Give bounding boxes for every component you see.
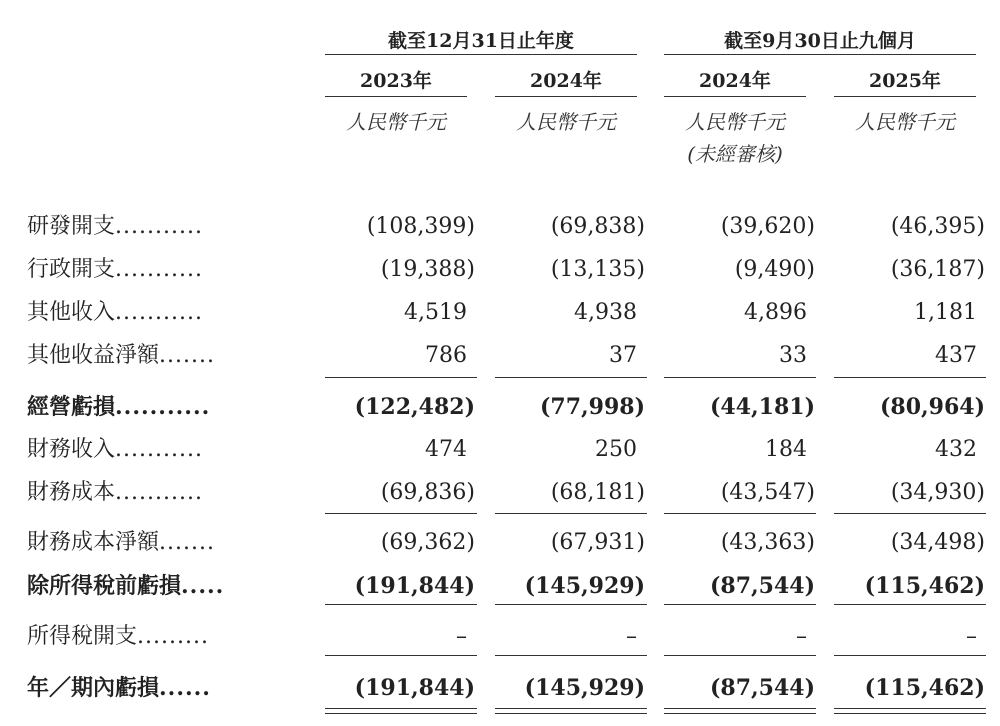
cell-other-gains-2023: 786 bbox=[425, 343, 467, 368]
cell-finance-cost-2024: (68,181) bbox=[550, 480, 645, 505]
cell-loss-for-period-2023: (191,844) bbox=[354, 675, 475, 701]
cell-finance-income-9m2024: 184 bbox=[765, 437, 807, 462]
unit-label-2: 人民幣千元 bbox=[516, 110, 616, 134]
row-label-loss-before-tax: 除所得稅前虧損..... bbox=[27, 573, 225, 599]
row-label-other-gains: 其他收益淨額....... bbox=[27, 343, 215, 368]
cell-other-income-2024: 4,938 bbox=[574, 300, 637, 325]
cell-loss-for-period-9m2024: (87,544) bbox=[709, 675, 815, 701]
cell-income-tax-2023: – bbox=[456, 624, 467, 649]
cell-rnd-2023: (108,399) bbox=[366, 214, 475, 239]
row-label-finance-income: 財務收入........... bbox=[27, 437, 203, 462]
cell-admin-2023: (19,388) bbox=[380, 257, 475, 282]
row-label-finance-cost: 財務成本........... bbox=[27, 480, 203, 505]
cell-loss-before-tax-9m2024: (87,544) bbox=[709, 573, 815, 599]
cell-admin-2024: (13,135) bbox=[550, 257, 645, 282]
cell-admin-9m2025: (36,187) bbox=[890, 257, 985, 282]
header-year-4: 2025年 bbox=[869, 70, 941, 92]
cell-net-finance-cost-2024: (67,931) bbox=[550, 530, 645, 555]
row-label-income-tax: 所得稅開支......... bbox=[27, 624, 209, 649]
cell-net-finance-cost-2023: (69,362) bbox=[380, 530, 475, 555]
header-year-3: 2024年 bbox=[699, 70, 771, 92]
row-label-admin: 行政開支........... bbox=[27, 257, 203, 282]
cell-other-gains-9m2024: 33 bbox=[779, 343, 807, 368]
cell-other-income-9m2024: 4,896 bbox=[744, 300, 807, 325]
row-label-rnd: 研發開支........... bbox=[27, 214, 203, 239]
cell-loss-for-period-9m2025: (115,462) bbox=[864, 675, 985, 701]
cell-income-tax-9m2025: – bbox=[966, 624, 977, 649]
cell-operating-loss-9m2024: (44,181) bbox=[709, 394, 815, 420]
header-nine-months: 截至9月30日止九個月 bbox=[724, 30, 916, 52]
cell-loss-before-tax-9m2025: (115,462) bbox=[864, 573, 985, 599]
row-label-loss-for-period: 年／期內虧損...... bbox=[27, 675, 211, 701]
cell-admin-9m2024: (9,490) bbox=[734, 257, 815, 282]
cell-finance-cost-9m2025: (34,930) bbox=[890, 480, 985, 505]
cell-other-gains-9m2025: 437 bbox=[935, 343, 977, 368]
unit-label-3: 人民幣千元 bbox=[685, 110, 785, 134]
cell-loss-before-tax-2024: (145,929) bbox=[524, 573, 645, 599]
header-year-2: 2024年 bbox=[530, 70, 602, 92]
unit-label-1: 人民幣千元 bbox=[346, 110, 446, 134]
cell-net-finance-cost-9m2025: (34,498) bbox=[890, 530, 985, 555]
cell-other-income-9m2025: 1,181 bbox=[914, 300, 977, 325]
cell-other-gains-2024: 37 bbox=[609, 343, 637, 368]
cell-loss-for-period-2024: (145,929) bbox=[524, 675, 645, 701]
cell-rnd-2024: (69,838) bbox=[550, 214, 645, 239]
cell-operating-loss-2024: (77,998) bbox=[539, 394, 645, 420]
cell-net-finance-cost-9m2024: (43,363) bbox=[720, 530, 815, 555]
cell-operating-loss-9m2025: (80,964) bbox=[879, 394, 985, 420]
cell-other-income-2023: 4,519 bbox=[404, 300, 467, 325]
cell-loss-before-tax-2023: (191,844) bbox=[354, 573, 475, 599]
unit-label-4: 人民幣千元 bbox=[855, 110, 955, 134]
cell-income-tax-9m2024: – bbox=[796, 624, 807, 649]
cell-finance-cost-9m2024: (43,547) bbox=[720, 480, 815, 505]
row-label-operating-loss: 經營虧損........... bbox=[27, 394, 211, 420]
row-label-other-income: 其他收入........... bbox=[27, 300, 203, 325]
cell-income-tax-2024: – bbox=[626, 624, 637, 649]
unaudited-label: (未經審核) bbox=[687, 142, 783, 166]
cell-finance-income-2024: 250 bbox=[595, 437, 637, 462]
cell-finance-income-9m2025: 432 bbox=[935, 437, 977, 462]
cell-finance-income-2023: 474 bbox=[425, 437, 467, 462]
cell-rnd-9m2025: (46,395) bbox=[890, 214, 985, 239]
cell-rnd-9m2024: (39,620) bbox=[720, 214, 815, 239]
header-fiscal-year: 截至12月31日止年度 bbox=[388, 30, 574, 52]
header-year-1: 2023年 bbox=[360, 70, 432, 92]
cell-finance-cost-2023: (69,836) bbox=[380, 480, 475, 505]
cell-operating-loss-2023: (122,482) bbox=[354, 394, 475, 420]
row-label-net-finance-cost: 財務成本淨額....... bbox=[27, 530, 215, 555]
